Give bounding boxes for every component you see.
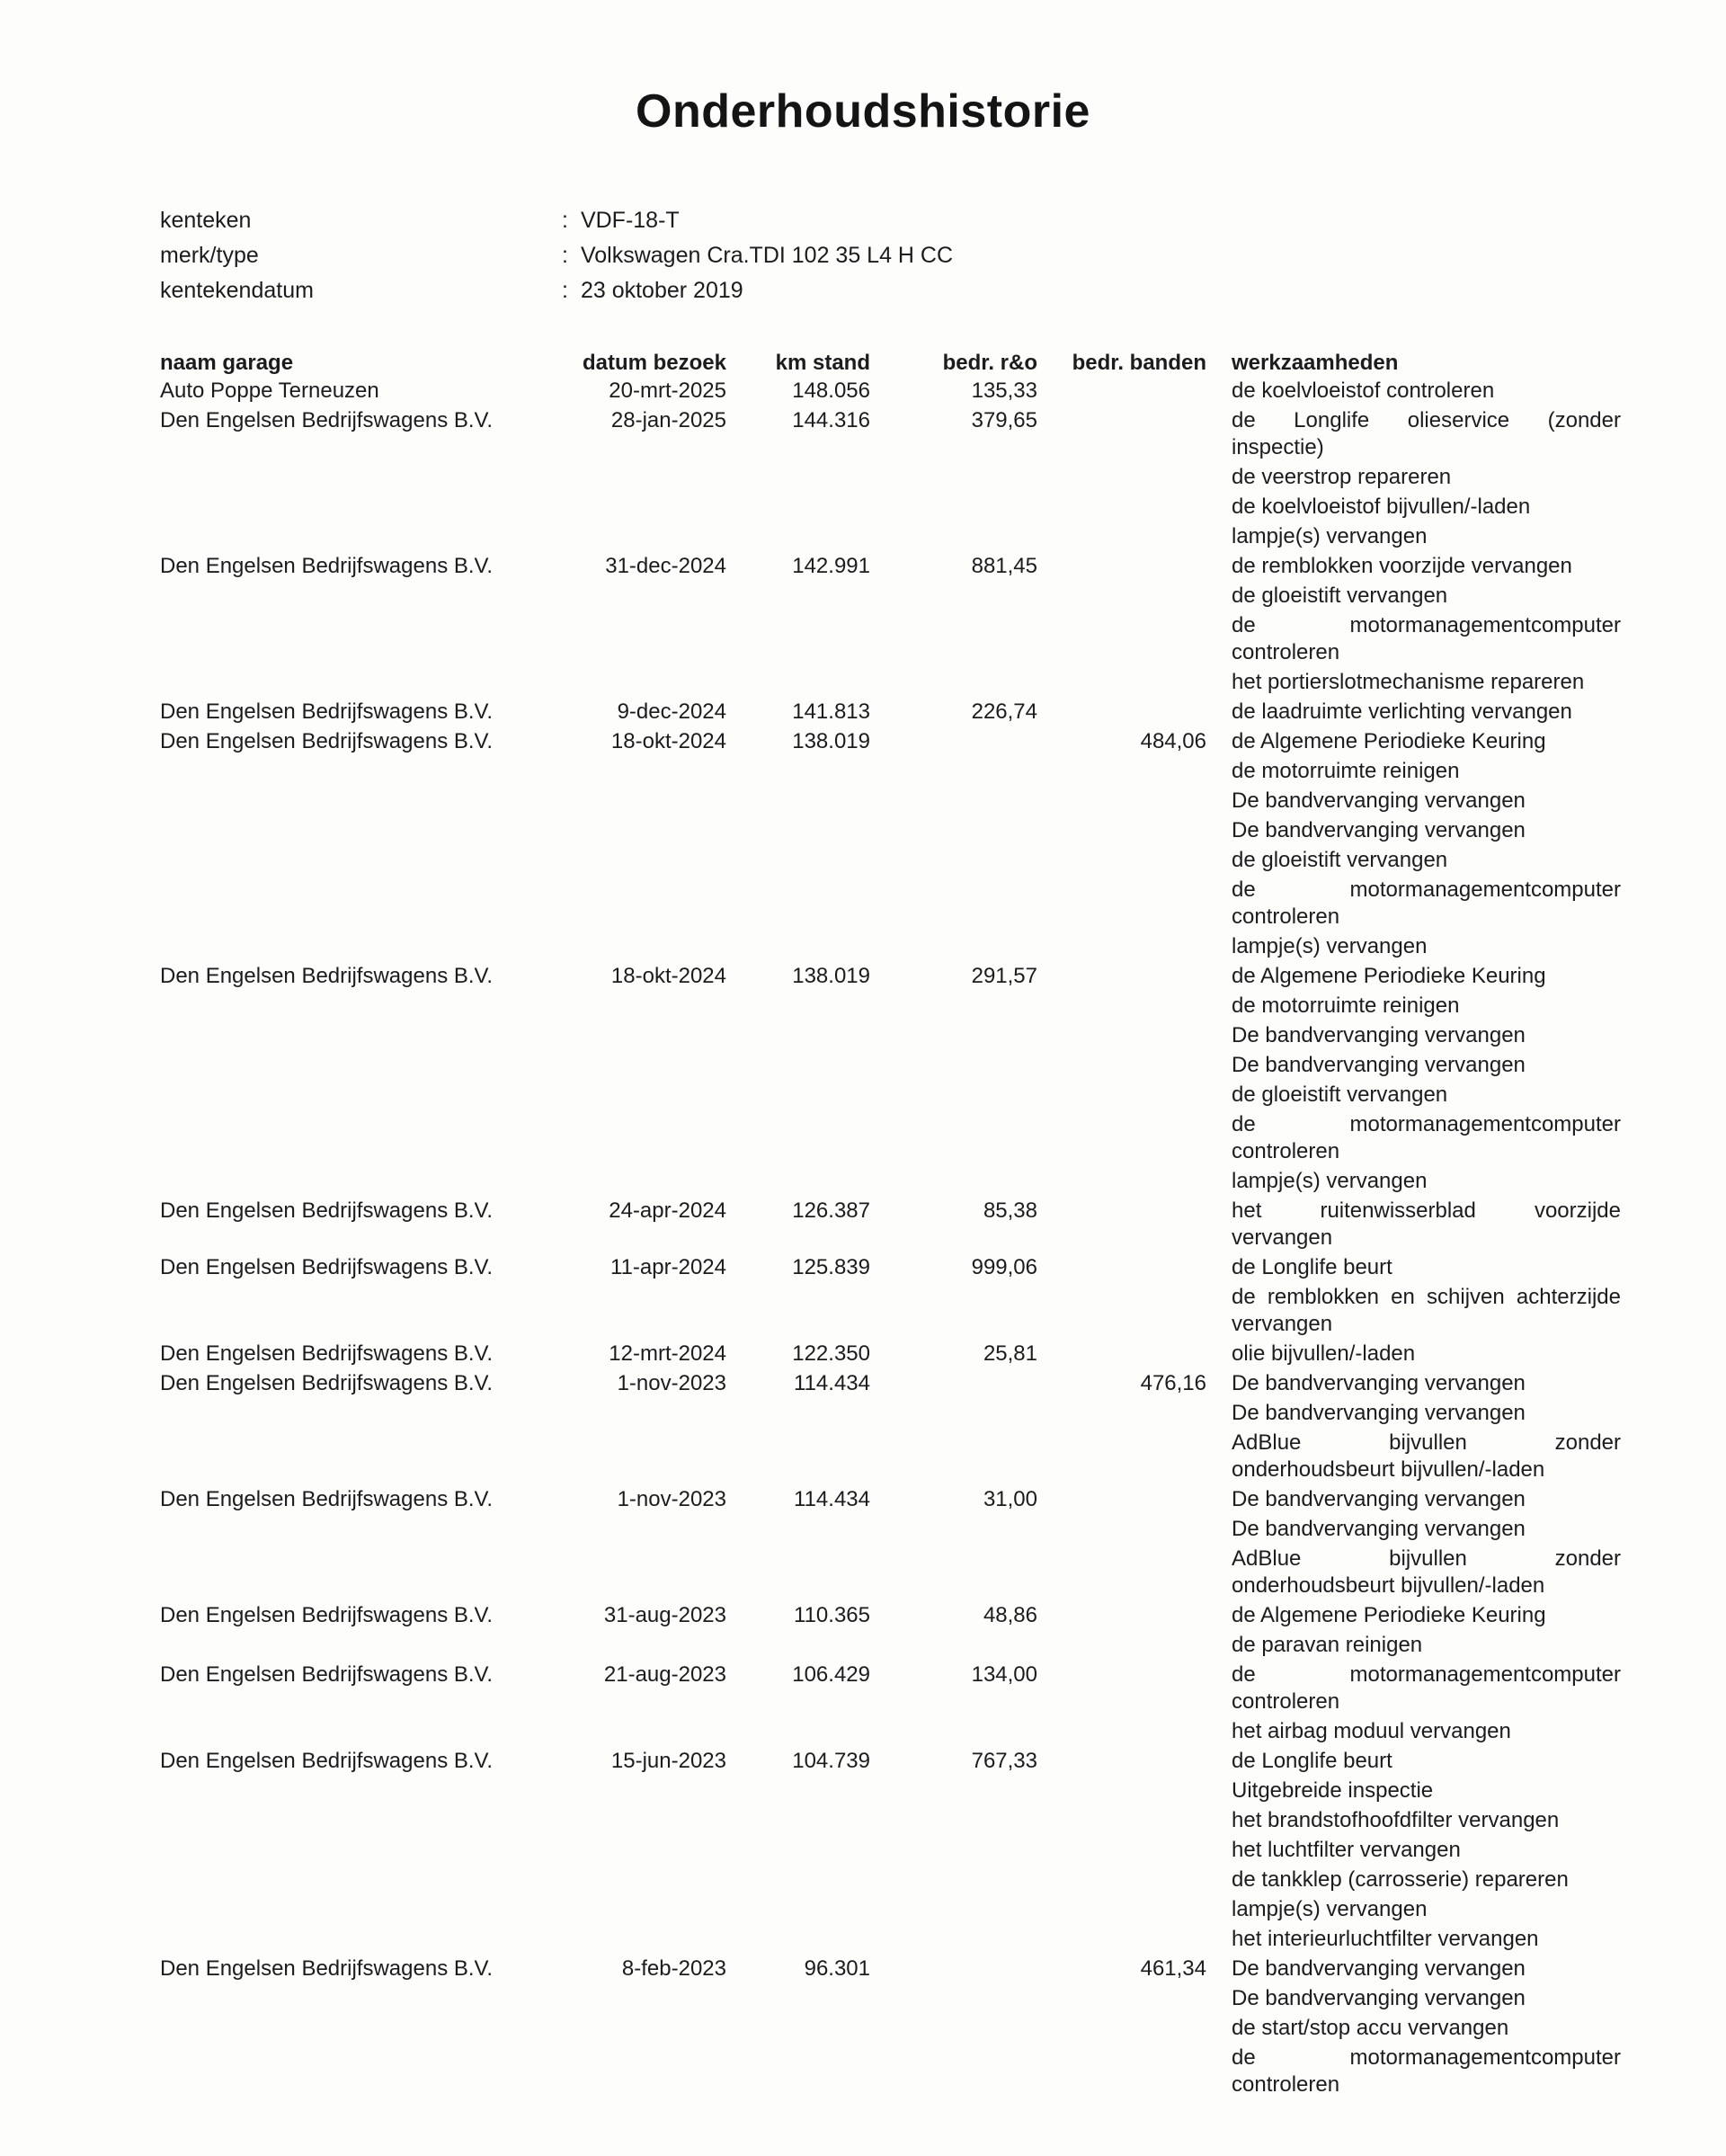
work-item: de motormanagementcomputer controleren — [1232, 878, 1621, 929]
work-item: De bandvervanging vervangen — [1232, 1986, 1526, 2010]
visit-date-cell: 8-feb-2023 — [621, 1956, 726, 1981]
bedrag-ro-cell: 48,86 — [983, 1603, 1037, 1627]
work-item: de remblokken en schijven achterzijde vervangen — [1232, 1285, 1621, 1336]
table-row — [160, 1748, 1621, 1956]
kenteken-value: VDF-18-T — [580, 208, 680, 233]
garage-cell: Auto Poppe Terneuzen — [160, 379, 379, 403]
vehicle-info-row — [160, 203, 1726, 238]
work-item: De bandvervanging vervangen — [1232, 1487, 1526, 1511]
work-item: De bandvervanging vervangen — [1232, 818, 1526, 842]
garage-cell: Den Engelsen Bedrijfswagens B.V. — [160, 1198, 494, 1223]
col-header-datum-bezoek: datum bezoek — [582, 351, 726, 375]
work-item: De bandvervanging vervangen — [1232, 1517, 1526, 1541]
maintenance-history-table — [160, 350, 1621, 2101]
kentekendatum-value: 23 oktober 2019 — [580, 278, 743, 303]
work-item: de motormanagementcomputer controleren — [1232, 1662, 1621, 1714]
werkzaamheden-cell — [1206, 407, 1621, 553]
work-item: de Algemene Periodieke Keuring — [1232, 729, 1546, 753]
separator: : — [562, 278, 568, 303]
work-item: lampje(s) vervangen — [1232, 524, 1428, 548]
garage-cell: Den Engelsen Bedrijfswagens B.V. — [160, 1956, 494, 1981]
km-stand-cell: 106.429 — [792, 1662, 870, 1687]
km-stand-cell: 104.739 — [792, 1749, 870, 1773]
garage-cell: Den Engelsen Bedrijfswagens B.V. — [160, 964, 494, 988]
table-row — [160, 963, 1621, 1198]
table-row — [160, 1602, 1621, 1662]
werkzaamheden-cell — [1206, 1602, 1621, 1662]
table-row — [160, 1341, 1621, 1370]
table-row — [160, 728, 1621, 963]
km-stand-cell: 96.301 — [804, 1956, 870, 1981]
work-item: AdBlue bijvullen zonder onderhoudsbeurt bijvullen/-laden — [1232, 1430, 1621, 1482]
visit-date-cell: 31-dec-2024 — [605, 554, 726, 578]
garage-cell: Den Engelsen Bedrijfswagens B.V. — [160, 1371, 494, 1395]
vehicle-info-value-kentekendatum — [562, 273, 1726, 308]
werkzaamheden-cell — [1206, 1341, 1621, 1370]
garage-cell: Den Engelsen Bedrijfswagens B.V. — [160, 554, 494, 578]
bedrag-ro-cell: 31,00 — [983, 1487, 1037, 1511]
bedrag-banden-cell: 484,06 — [1140, 729, 1206, 753]
visit-date-cell: 24-apr-2024 — [609, 1198, 726, 1223]
page-title: Onderhoudshistorie — [636, 85, 1090, 138]
werkzaamheden-cell — [1206, 378, 1621, 407]
werkzaamheden-cell — [1206, 1370, 1621, 1486]
km-stand-cell: 125.839 — [792, 1255, 870, 1279]
vehicle-info-value-kenteken — [562, 203, 1726, 238]
table-row — [160, 1486, 1621, 1602]
table-body — [160, 378, 1621, 2101]
werkzaamheden-cell — [1206, 1486, 1621, 1602]
garage-cell: Den Engelsen Bedrijfswagens B.V. — [160, 699, 494, 724]
col-header-bedr-ro: bedr. r&o — [942, 351, 1037, 375]
bedrag-banden-cell: 476,16 — [1140, 1371, 1206, 1395]
work-item: de Longlife beurt — [1232, 1749, 1392, 1773]
work-item: het brandstofhoofdfilter vervangen — [1232, 1808, 1560, 1832]
werkzaamheden-cell — [1206, 1956, 1621, 2101]
garage-cell: Den Engelsen Bedrijfswagens B.V. — [160, 1662, 494, 1687]
km-stand-cell: 142.991 — [792, 554, 870, 578]
work-item: de motormanagementcomputer controleren — [1232, 1112, 1621, 1163]
work-item: de paravan reinigen — [1232, 1633, 1423, 1657]
km-stand-cell: 138.019 — [792, 964, 870, 988]
visit-date-cell: 11-apr-2024 — [610, 1255, 726, 1279]
bedrag-ro-cell: 379,65 — [971, 408, 1037, 432]
table-row — [160, 407, 1621, 553]
merk-type-value: Volkswagen Cra.TDI 102 35 L4 H CC — [580, 243, 954, 268]
work-item: de Longlife olieservice (zonder inspectie) — [1232, 408, 1621, 459]
col-header-werkzaamheden: werkzaamheden — [1232, 351, 1399, 375]
werkzaamheden-cell — [1206, 728, 1621, 963]
work-item: de veerstrop repareren — [1232, 465, 1452, 489]
km-stand-cell: 138.019 — [792, 729, 870, 753]
table-row — [160, 699, 1621, 728]
work-item: AdBlue bijvullen zonder onderhoudsbeurt bijvullen/-laden — [1232, 1546, 1621, 1598]
work-item: de remblokken voorzijde vervangen — [1232, 554, 1572, 578]
table-header-row — [160, 350, 1621, 378]
work-item: lampje(s) vervangen — [1232, 1897, 1428, 1921]
visit-date-cell: 18-okt-2024 — [610, 729, 726, 753]
table-row — [160, 553, 1621, 699]
km-stand-cell: 126.387 — [792, 1198, 870, 1223]
bedrag-ro-cell: 291,57 — [971, 964, 1037, 988]
work-item: het portierslotmechanisme repareren — [1232, 670, 1585, 694]
visit-date-cell: 15-jun-2023 — [610, 1749, 726, 1773]
work-item: de gloeistift vervangen — [1232, 1082, 1448, 1107]
separator: : — [562, 208, 568, 233]
km-stand-cell: 144.316 — [792, 408, 870, 432]
visit-date-cell: 31-aug-2023 — [603, 1603, 726, 1627]
table-row — [160, 1198, 1621, 1254]
vehicle-info-value-merk-type — [562, 238, 1726, 273]
work-item: de laadruimte verlichting vervangen — [1232, 699, 1572, 724]
km-stand-cell: 114.434 — [794, 1371, 870, 1395]
work-item: De bandvervanging vervangen — [1232, 1401, 1526, 1425]
work-item: lampje(s) vervangen — [1232, 1169, 1428, 1193]
vehicle-info-label-merk-type: merk/type — [160, 243, 259, 268]
separator: : — [562, 243, 568, 268]
km-stand-cell: 122.350 — [792, 1341, 870, 1366]
work-item: Uitgebreide inspectie — [1232, 1778, 1434, 1803]
work-item: het airbag moduul vervangen — [1232, 1719, 1511, 1743]
col-header-km-stand: km stand — [775, 351, 870, 375]
table-row — [160, 1254, 1621, 1341]
work-item: De bandvervanging vervangen — [1232, 1023, 1526, 1047]
km-stand-cell: 114.434 — [794, 1487, 870, 1511]
work-item: de gloeistift vervangen — [1232, 584, 1448, 608]
table-row — [160, 1370, 1621, 1486]
work-item: de tankklep (carrosserie) repareren — [1232, 1867, 1569, 1892]
garage-cell: Den Engelsen Bedrijfswagens B.V. — [160, 1487, 494, 1511]
werkzaamheden-cell — [1206, 553, 1621, 699]
bedrag-ro-cell: 767,33 — [971, 1749, 1037, 1773]
vehicle-info-label-kentekendatum: kentekendatum — [160, 278, 314, 303]
work-item: olie bijvullen/-laden — [1232, 1341, 1416, 1366]
visit-date-cell: 20-mrt-2025 — [609, 379, 726, 403]
work-item: lampje(s) vervangen — [1232, 934, 1428, 958]
col-header-naam-garage: naam garage — [160, 351, 294, 375]
visit-date-cell: 12-mrt-2024 — [609, 1341, 726, 1366]
werkzaamheden-cell — [1206, 1198, 1621, 1254]
col-header-bedr-banden: bedr. banden — [1072, 351, 1206, 375]
bedrag-ro-cell: 226,74 — [971, 699, 1037, 724]
garage-cell: Den Engelsen Bedrijfswagens B.V. — [160, 408, 494, 432]
bedrag-ro-cell: 25,81 — [983, 1341, 1037, 1366]
work-item: de motormanagementcomputer controleren — [1232, 2045, 1621, 2097]
work-item: de start/stop accu vervangen — [1232, 2016, 1509, 2040]
visit-date-cell: 18-okt-2024 — [610, 964, 726, 988]
work-item: de motorruimte reinigen — [1232, 759, 1460, 783]
work-item: De bandvervanging vervangen — [1232, 1371, 1526, 1395]
work-item: de Algemene Periodieke Keuring — [1232, 1603, 1546, 1627]
visit-date-cell: 1-nov-2023 — [617, 1371, 726, 1395]
vehicle-info-row — [160, 273, 1726, 308]
km-stand-cell: 141.813 — [792, 699, 870, 724]
visit-date-cell: 28-jan-2025 — [610, 408, 726, 432]
work-item: de koelvloeistof bijvullen/-laden — [1232, 494, 1531, 519]
bedrag-ro-cell: 134,00 — [971, 1662, 1037, 1687]
werkzaamheden-cell — [1206, 1254, 1621, 1341]
werkzaamheden-cell — [1206, 1662, 1621, 1748]
work-item: de Longlife beurt — [1232, 1255, 1392, 1279]
visit-date-cell: 9-dec-2024 — [617, 699, 726, 724]
bedrag-banden-cell: 461,34 — [1140, 1956, 1206, 1981]
work-item: de gloeistift vervangen — [1232, 848, 1448, 872]
work-item: de motormanagementcomputer controleren — [1232, 613, 1621, 664]
garage-cell: Den Engelsen Bedrijfswagens B.V. — [160, 729, 494, 753]
work-item: De bandvervanging vervangen — [1232, 788, 1526, 813]
garage-cell: Den Engelsen Bedrijfswagens B.V. — [160, 1603, 494, 1627]
werkzaamheden-cell — [1206, 1748, 1621, 1956]
km-stand-cell: 148.056 — [792, 379, 870, 403]
vehicle-info-row — [160, 238, 1726, 273]
bedrag-ro-cell: 135,33 — [971, 379, 1037, 403]
table-row — [160, 378, 1621, 407]
bedrag-ro-cell: 881,45 — [971, 554, 1037, 578]
km-stand-cell: 110.365 — [794, 1603, 870, 1627]
garage-cell: Den Engelsen Bedrijfswagens B.V. — [160, 1341, 494, 1366]
garage-cell: Den Engelsen Bedrijfswagens B.V. — [160, 1255, 494, 1279]
work-item: het interieurluchtfilter vervangen — [1232, 1927, 1539, 1951]
work-item: De bandvervanging vervangen — [1232, 1053, 1526, 1077]
vehicle-info — [160, 203, 1726, 308]
werkzaamheden-cell — [1206, 699, 1621, 728]
work-item: De bandvervanging vervangen — [1232, 1956, 1526, 1981]
bedrag-ro-cell: 85,38 — [983, 1198, 1037, 1223]
bedrag-ro-cell: 999,06 — [971, 1255, 1037, 1279]
visit-date-cell: 21-aug-2023 — [603, 1662, 726, 1687]
work-item: het ruitenwisserblad voorzijde vervangen — [1232, 1198, 1621, 1250]
work-item: het luchtfilter vervangen — [1232, 1838, 1461, 1862]
work-item: de Algemene Periodieke Keuring — [1232, 964, 1546, 988]
vehicle-info-label-kenteken: kenteken — [160, 208, 252, 233]
table-row — [160, 1662, 1621, 1748]
work-item: de koelvloeistof controleren — [1232, 379, 1495, 403]
garage-cell: Den Engelsen Bedrijfswagens B.V. — [160, 1749, 494, 1773]
visit-date-cell: 1-nov-2023 — [617, 1487, 726, 1511]
table-row — [160, 1956, 1621, 2101]
werkzaamheden-cell — [1206, 963, 1621, 1198]
work-item: de motorruimte reinigen — [1232, 993, 1460, 1018]
